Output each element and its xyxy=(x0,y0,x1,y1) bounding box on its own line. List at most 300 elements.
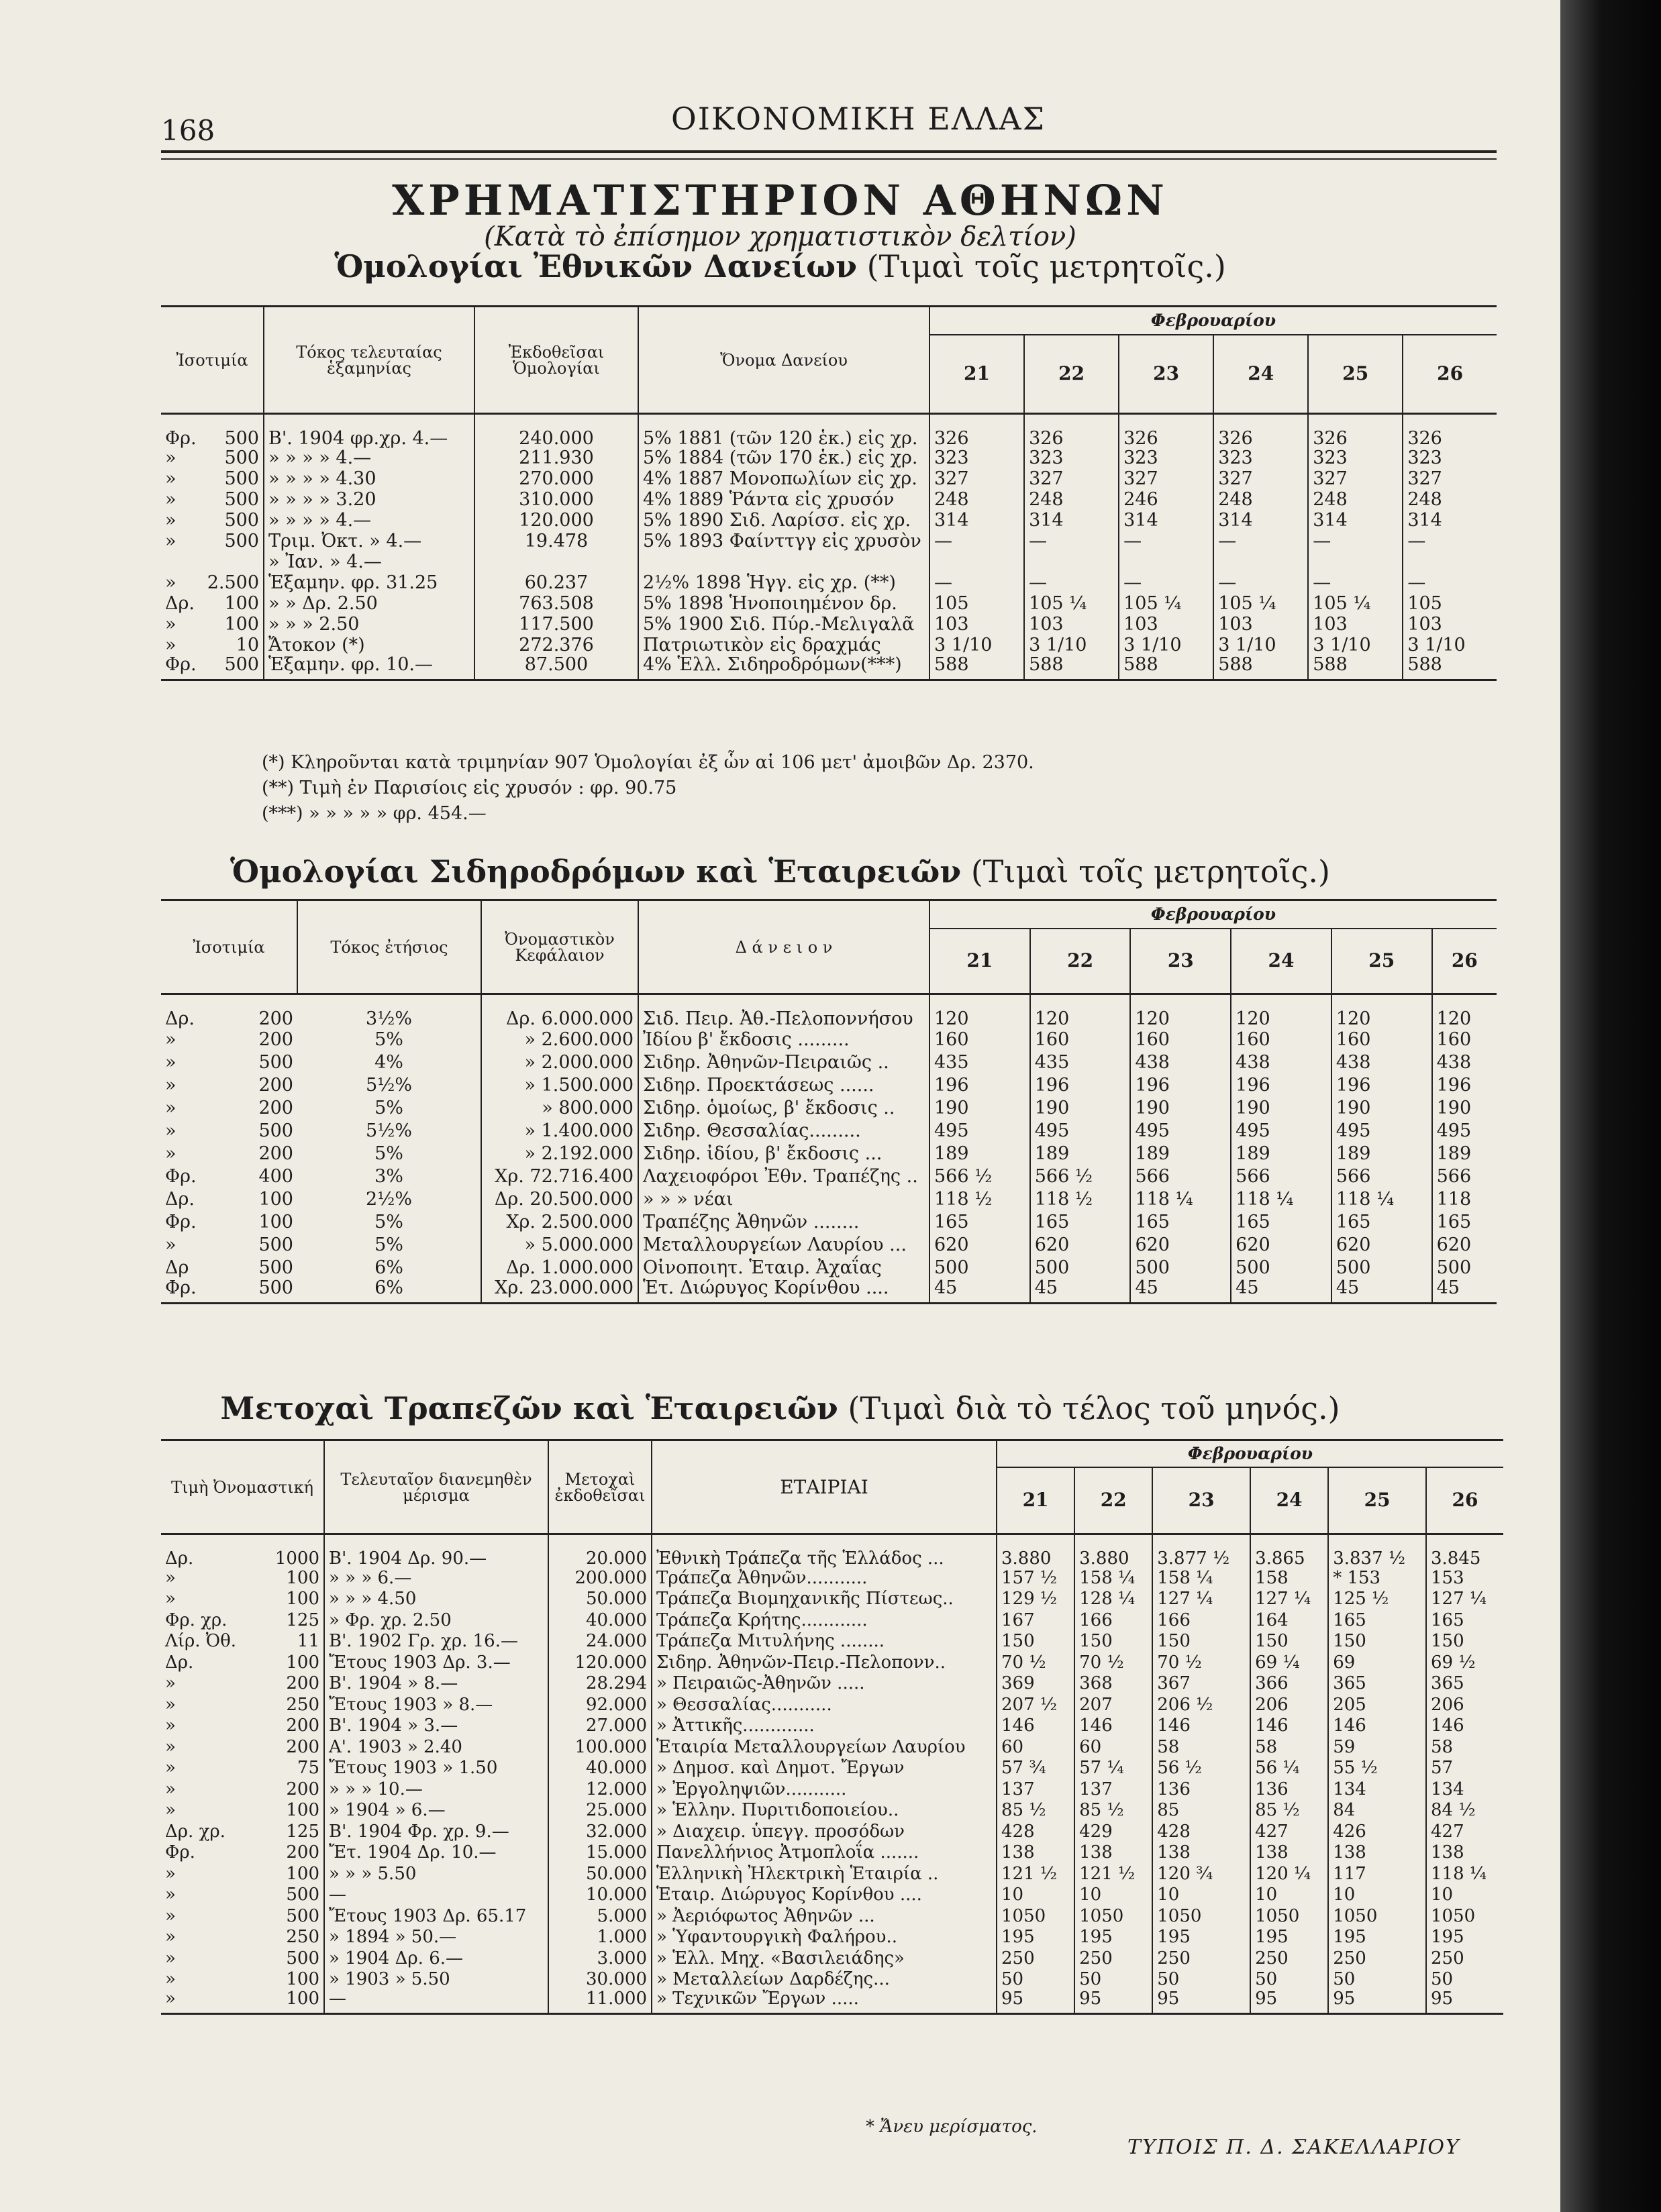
par-cell xyxy=(161,614,264,635)
price-cell: 327 xyxy=(1119,468,1213,489)
price-cell: 248 xyxy=(1403,489,1497,510)
day-21: 21 xyxy=(997,1467,1074,1534)
price-cell: 45 xyxy=(929,1279,1030,1304)
table-row xyxy=(161,1119,1497,1142)
par-cell xyxy=(161,1589,324,1610)
price-cell: 55 ½ xyxy=(1328,1758,1426,1779)
price-cell: 326 xyxy=(1024,414,1119,448)
price-cell: 566 xyxy=(1331,1165,1432,1188)
price-cell: 246 xyxy=(1119,489,1213,510)
price-cell: 95 xyxy=(1426,1990,1503,2014)
rate-cell: 5% xyxy=(374,1234,403,1255)
par-cell xyxy=(161,1256,297,1279)
shares-cell: 11.000 xyxy=(548,1990,652,2014)
day-24: 24 xyxy=(1250,1467,1328,1534)
price-cell: 314 xyxy=(1119,510,1213,531)
price-cell: 118 xyxy=(1432,1188,1497,1210)
shares-cell: 27.000 xyxy=(548,1716,652,1737)
capital-cell: Δρ. 6.000.000 xyxy=(481,994,638,1029)
currency: Δρ. xyxy=(165,1188,195,1210)
par-cell xyxy=(161,1969,324,1991)
par-value: 200 xyxy=(286,1673,319,1694)
table-row xyxy=(161,489,1497,510)
par-cell xyxy=(161,1096,297,1119)
table-row xyxy=(161,1779,1503,1800)
price-cell: 495 xyxy=(1030,1119,1131,1142)
price-cell: — xyxy=(1024,572,1119,593)
loan-name-cell: 4% 1889 Ῥάντα εἰς χρυσόν xyxy=(638,489,929,510)
price-cell: 195 xyxy=(1250,1927,1328,1948)
note-1: (*) Κληροῦνται κατὰ τριμηνίαν 907 Ὁμολογίαι ἐξ ὧν αἱ 106 μετ' ἀμοιβῶν Δρ. 2370. xyxy=(262,752,1034,773)
price-cell: 103 xyxy=(1119,614,1213,635)
price-cell: 10 xyxy=(1250,1885,1328,1906)
table-row xyxy=(161,1969,1503,1991)
price-cell: 165 xyxy=(1231,1210,1331,1233)
table-row xyxy=(161,1905,1503,1927)
par-value: 200 xyxy=(258,1143,293,1164)
price-cell: 1050 xyxy=(1328,1905,1426,1927)
rate-cell: 4% xyxy=(374,1051,403,1073)
table-row xyxy=(161,1885,1503,1906)
note-2: (**) Τιμὴ ἐν Παρισίοις εἰς χρυσόν : φρ. 90.75 xyxy=(262,778,677,798)
day-22: 22 xyxy=(1030,929,1131,994)
price-cell: 620 xyxy=(1331,1233,1432,1256)
price-cell: 59 xyxy=(1328,1736,1426,1758)
currency: Φρ. xyxy=(165,428,197,449)
par-cell xyxy=(161,468,264,489)
price-cell: 3 1/10 xyxy=(1403,635,1497,655)
price-cell: 103 xyxy=(929,614,1024,635)
section3-title xyxy=(0,1390,1560,1426)
price-cell: 103 xyxy=(1213,614,1308,635)
price-cell: — xyxy=(1119,572,1213,593)
col-etairiai: ΕΤΑΙΡΙΑΙ xyxy=(652,1440,997,1534)
section3-title-bold: Μετοχαὶ Τραπεζῶν καὶ Ἑταιρειῶν xyxy=(220,1390,838,1426)
shares-cell: 40.000 xyxy=(548,1758,652,1779)
par-value: 500 xyxy=(258,1277,293,1298)
price-cell: 588 xyxy=(1024,655,1119,680)
price-cell: 160 xyxy=(1331,1028,1432,1051)
currency: » xyxy=(165,572,177,593)
currency: Φρ. xyxy=(165,654,197,675)
price-cell: 150 xyxy=(1426,1631,1503,1652)
price-cell: 3.880 xyxy=(1074,1534,1152,1568)
currency: Φρ. xyxy=(165,1165,197,1187)
price-cell: 153 xyxy=(1426,1567,1503,1589)
price-cell: 160 xyxy=(929,1028,1030,1051)
price-cell: 160 xyxy=(1130,1028,1231,1051)
price-cell: 105 ¼ xyxy=(1119,593,1213,614)
dividend-cell: » 1904 Δρ. 6.— xyxy=(324,1948,548,1969)
price-cell: 118 ¼ xyxy=(1231,1188,1331,1210)
price-cell: 500 xyxy=(1130,1256,1231,1279)
price-cell: 165 xyxy=(1328,1610,1426,1631)
price-cell: 248 xyxy=(1024,489,1119,510)
par-cell xyxy=(161,593,264,614)
issued-cell: 120.000 xyxy=(474,510,638,531)
currency: » xyxy=(165,1736,176,1757)
running-title: ΟΙΚΟΝΟΜΙΚΗ ΕΛΛΑΣ xyxy=(671,101,1046,137)
price-cell: 10 xyxy=(1328,1885,1426,1906)
price-cell: 500 xyxy=(1231,1256,1331,1279)
section1-title-bold: Ὁμολογίαι Ἐθνικῶν Δανείων xyxy=(334,248,858,284)
par-value: 100 xyxy=(286,1863,319,1884)
price-cell: 190 xyxy=(1432,1096,1497,1119)
currency: » xyxy=(165,1863,176,1884)
loan-name-cell: 5% 1893 Φαίνττγγ εἰς χρυσὸν xyxy=(638,531,929,551)
price-cell: 45 xyxy=(1130,1279,1231,1304)
par-value: 100 xyxy=(258,1188,293,1210)
price-cell: 189 xyxy=(1331,1142,1432,1165)
price-cell: — xyxy=(1213,572,1308,593)
price-cell: 367 xyxy=(1152,1673,1250,1695)
currency: Δρ. xyxy=(165,593,195,614)
price-cell: 190 xyxy=(1331,1096,1432,1119)
shares-cell: 20.000 xyxy=(548,1534,652,1568)
price-cell: 158 xyxy=(1250,1567,1328,1589)
price-cell: 196 xyxy=(1130,1073,1231,1096)
price-cell: 127 ¼ xyxy=(1152,1589,1250,1610)
price-cell xyxy=(1119,551,1213,572)
price-cell: 500 xyxy=(1030,1256,1131,1279)
rate-cell: 6% xyxy=(374,1257,403,1278)
price-cell: 250 xyxy=(1426,1948,1503,1969)
dividend-cell: » Φρ. χρ. 2.50 xyxy=(324,1610,548,1631)
price-cell: 136 xyxy=(1152,1779,1250,1800)
price-cell: 138 xyxy=(997,1842,1074,1864)
capital-cell: » 1.500.000 xyxy=(481,1073,638,1096)
par-value: 1000 xyxy=(274,1548,319,1569)
par-value: 250 xyxy=(286,1694,319,1715)
par-cell xyxy=(161,1927,324,1948)
shares-cell: 3.000 xyxy=(548,1948,652,1969)
price-cell: 365 xyxy=(1328,1673,1426,1695)
price-cell: 118 ½ xyxy=(929,1188,1030,1210)
par-value: 200 xyxy=(258,1008,293,1029)
price-cell: 190 xyxy=(1130,1096,1231,1119)
dividend-cell: » 1904 » 6.— xyxy=(324,1800,548,1822)
currency: » xyxy=(165,1694,176,1715)
price-cell: 95 xyxy=(997,1990,1074,2014)
price-cell: 146 xyxy=(1152,1716,1250,1737)
capital-cell: Δρ. 1.000.000 xyxy=(481,1256,638,1279)
capital-cell: » 800.000 xyxy=(481,1096,638,1119)
price-cell: 103 xyxy=(1403,614,1497,635)
par-cell xyxy=(161,414,264,448)
price-cell: 3 1/10 xyxy=(1024,635,1119,655)
capital-cell: Χρ. 2.500.000 xyxy=(481,1210,638,1233)
par-cell xyxy=(161,1736,324,1758)
price-cell: 3 1/10 xyxy=(1119,635,1213,655)
price-cell: 3.865 xyxy=(1250,1534,1328,1568)
currency: Δρ. xyxy=(165,1652,194,1673)
price-cell: — xyxy=(929,531,1024,551)
loan-name-cell: Σιδ. Πειρ. Ἀθ.-Πελοποννήσου xyxy=(638,994,929,1029)
price-cell: 165 xyxy=(1030,1210,1131,1233)
price-cell: 250 xyxy=(997,1948,1074,1969)
shares-cell: 32.000 xyxy=(548,1821,652,1842)
price-cell: 426 xyxy=(1328,1821,1426,1842)
table-row xyxy=(161,1142,1497,1165)
price-cell: 1050 xyxy=(1152,1905,1250,1927)
par-value: 200 xyxy=(286,1736,319,1757)
currency: » xyxy=(165,1800,176,1821)
price-cell: 129 ½ xyxy=(997,1589,1074,1610)
table-row xyxy=(161,1758,1503,1779)
company-name-cell: Τράπεζα Μιτυλήνης ........ xyxy=(652,1631,997,1652)
day-25: 25 xyxy=(1331,929,1432,994)
par-cell xyxy=(161,551,264,572)
par-value: 200 xyxy=(258,1029,293,1050)
table-row xyxy=(161,593,1497,614)
loan-name-cell: » » » νέαι xyxy=(638,1188,929,1210)
capital-cell: » 1.400.000 xyxy=(481,1119,638,1142)
price-cell: 120 xyxy=(1030,994,1131,1029)
currency: Δρ xyxy=(165,1257,189,1278)
currency: » xyxy=(165,1885,176,1905)
price-cell: 588 xyxy=(1403,655,1497,680)
par-value: 500 xyxy=(224,531,259,551)
price-cell: 58 xyxy=(1152,1736,1250,1758)
company-name-cell: » Ἑλλ. Μηχ. «Βασιλειάδης» xyxy=(652,1948,997,1969)
price-cell: 248 xyxy=(929,489,1024,510)
par-cell xyxy=(161,1073,297,1096)
loan-name-cell: Σιδηρ. Θεσσαλίας......... xyxy=(638,1119,929,1142)
day-22: 22 xyxy=(1024,335,1119,414)
railway-bonds-table xyxy=(161,899,1497,1304)
col-daneion: Δ ά ν ε ι ο ν xyxy=(638,900,929,994)
price-cell: 125 ½ xyxy=(1328,1589,1426,1610)
shares-cell: 25.000 xyxy=(548,1800,652,1822)
coupon-cell: » Ἰαν. » 4.— xyxy=(264,551,474,572)
currency: » xyxy=(165,1097,177,1118)
price-cell: 69 xyxy=(1328,1652,1426,1673)
price-cell: 120 xyxy=(929,994,1030,1029)
table-row xyxy=(161,1188,1497,1210)
price-cell: * 153 xyxy=(1328,1567,1426,1589)
price-cell: 326 xyxy=(1213,414,1308,448)
price-cell: 588 xyxy=(1119,655,1213,680)
price-cell: 136 xyxy=(1250,1779,1328,1800)
price-cell: 588 xyxy=(1213,655,1308,680)
price-cell: 428 xyxy=(1152,1821,1250,1842)
par-cell xyxy=(161,1210,297,1233)
col-tokos: Τόκος τελευταίας ἑξαμηνίας xyxy=(264,307,474,414)
coupon-cell: Τριμ. Ὀκτ. » 4.— xyxy=(264,531,474,551)
table-row xyxy=(161,1863,1503,1885)
price-cell: 50 xyxy=(1250,1969,1328,1991)
capital-cell: Χρ. 72.716.400 xyxy=(481,1165,638,1188)
section2-title-bold: Ὁμολογίαι Σιδηροδρόμων καὶ Ἑταιρειῶν xyxy=(230,853,962,890)
issued-cell: 763.508 xyxy=(474,593,638,614)
company-name-cell: » Πειραιῶς-Ἀθηνῶν ..... xyxy=(652,1673,997,1695)
price-cell: — xyxy=(1403,531,1497,551)
company-name-cell: Τράπεζα Ἀθηνῶν........... xyxy=(652,1567,997,1589)
dividend-cell: Α'. 1903 » 2.40 xyxy=(324,1736,548,1758)
price-cell: 105 xyxy=(1403,593,1497,614)
price-cell: 150 xyxy=(1328,1631,1426,1652)
par-value: 100 xyxy=(224,593,259,614)
price-cell: 1050 xyxy=(997,1905,1074,1927)
company-name-cell: » Ἀεριόφωτος Ἀθηνῶν ... xyxy=(652,1905,997,1927)
rate-cell: 2½% xyxy=(365,1188,412,1210)
price-cell: 160 xyxy=(1231,1028,1331,1051)
currency: » xyxy=(165,1758,176,1779)
company-name-cell: » Ἀττικῆς............. xyxy=(652,1716,997,1737)
price-cell: — xyxy=(1213,531,1308,551)
note-3: (***) » » » » » φρ. 454.— xyxy=(262,803,487,824)
par-value: 125 xyxy=(286,1610,319,1630)
par-cell xyxy=(161,447,264,468)
currency: Δρ. χρ. xyxy=(165,1821,225,1842)
day-24: 24 xyxy=(1231,929,1331,994)
price-cell: 620 xyxy=(1030,1233,1131,1256)
price-cell: 146 xyxy=(1426,1716,1503,1737)
header-rule xyxy=(161,150,1497,153)
par-value: 200 xyxy=(258,1074,293,1096)
issued-cell: 310.000 xyxy=(474,489,638,510)
par-value: 400 xyxy=(258,1165,293,1187)
par-value: 500 xyxy=(286,1948,319,1968)
table-row xyxy=(161,655,1497,680)
capital-cell: Χρ. 23.000.000 xyxy=(481,1279,638,1304)
price-cell: 150 xyxy=(1152,1631,1250,1652)
loan-name-cell: Οἰνοποιητ. Ἑταιρ. Ἀχαΐας xyxy=(638,1256,929,1279)
par-value: 200 xyxy=(286,1716,319,1736)
rate-cell: 3½% xyxy=(365,1008,412,1029)
price-cell: 56 ¼ xyxy=(1250,1758,1328,1779)
dividend-cell: Β'. 1904 Δρ. 90.— xyxy=(324,1534,548,1568)
dividend-cell: » » » 10.— xyxy=(324,1779,548,1800)
price-cell: 189 xyxy=(1432,1142,1497,1165)
par-cell xyxy=(161,1652,324,1673)
section1-notes xyxy=(262,750,1034,827)
loan-name-cell: Τραπέζης Ἀθηνῶν ........ xyxy=(638,1210,929,1233)
par-value: 100 xyxy=(286,1989,319,2009)
price-cell: 84 xyxy=(1328,1800,1426,1822)
par-cell xyxy=(161,1694,324,1716)
issued-cell xyxy=(474,551,638,572)
par-value: 100 xyxy=(258,1211,293,1232)
currency: » xyxy=(165,1074,177,1096)
par-value: 250 xyxy=(286,1927,319,1948)
price-cell: 369 xyxy=(997,1673,1074,1695)
shares-cell: 15.000 xyxy=(548,1842,652,1864)
loan-name-cell: Μεταλλουργείων Λαυρίου ... xyxy=(638,1233,929,1256)
col-metoxai: Μετοχαὶ ἐκδοθεῖσαι xyxy=(548,1440,652,1534)
currency: Φρ. xyxy=(165,1277,197,1298)
table-row xyxy=(161,1096,1497,1119)
national-loans-body xyxy=(161,414,1497,680)
currency: » xyxy=(165,1120,177,1141)
price-cell: 118 ¼ xyxy=(1331,1188,1432,1210)
price-cell: 105 ¼ xyxy=(1213,593,1308,614)
dividend-cell: — xyxy=(324,1885,548,1906)
currency: » xyxy=(165,1716,176,1736)
price-cell: 588 xyxy=(929,655,1024,680)
company-name-cell: Ἐθνικὴ Τράπεζα τῆς Ἑλλάδος ... xyxy=(652,1534,997,1568)
price-cell: 50 xyxy=(1074,1969,1152,1991)
price-cell: 138 xyxy=(1074,1842,1152,1864)
price-cell: 190 xyxy=(929,1096,1030,1119)
price-cell: 189 xyxy=(929,1142,1030,1165)
table-row xyxy=(161,1028,1497,1051)
price-cell: 118 ½ xyxy=(1030,1188,1131,1210)
dividend-cell: Ἔτους 1903 » 8.— xyxy=(324,1694,548,1716)
price-cell: 120 xyxy=(1331,994,1432,1029)
price-cell: 117 xyxy=(1328,1863,1426,1885)
price-cell: 250 xyxy=(1328,1948,1426,1969)
dividend-cell: » » » 6.— xyxy=(324,1567,548,1589)
price-cell xyxy=(1024,551,1119,572)
section3-title-rest: (Τιμαὶ διὰ τὸ τέλος τοῦ μηνός.) xyxy=(848,1390,1340,1426)
price-cell: 121 ½ xyxy=(997,1863,1074,1885)
price-cell: 137 xyxy=(1074,1779,1152,1800)
par-cell xyxy=(161,1567,324,1589)
price-cell: 566 ½ xyxy=(1030,1165,1131,1188)
price-cell: 566 xyxy=(1432,1165,1497,1188)
price-cell: 10 xyxy=(1074,1885,1152,1906)
par-value: 100 xyxy=(286,1800,319,1821)
col-isotimia: Ἰσοτιμία xyxy=(176,350,248,370)
price-cell: 495 xyxy=(1331,1119,1432,1142)
issued-cell: 60.237 xyxy=(474,572,638,593)
price-cell: 500 xyxy=(1432,1256,1497,1279)
price-cell: — xyxy=(1119,531,1213,551)
coupon-cell: » » » » 4.30 xyxy=(264,468,474,489)
loan-name-cell: Σιδηρ. ὁμοίως, β' ἔκδοσις .. xyxy=(638,1096,929,1119)
price-cell: 438 xyxy=(1130,1051,1231,1073)
price-cell: 205 xyxy=(1328,1694,1426,1716)
price-cell: 56 ½ xyxy=(1152,1758,1250,1779)
price-cell xyxy=(929,551,1024,572)
currency: Φρ. χρ. xyxy=(165,1610,228,1630)
par-value: 500 xyxy=(258,1051,293,1073)
company-name-cell: Ἑταιρ. Διώρυγος Κορίνθου .... xyxy=(652,1885,997,1906)
shares-cell: 50.000 xyxy=(548,1589,652,1610)
price-cell: 189 xyxy=(1030,1142,1131,1165)
price-cell: 120 xyxy=(1432,994,1497,1029)
price-cell: 69 ¼ xyxy=(1250,1652,1328,1673)
price-cell: 118 ¼ xyxy=(1130,1188,1231,1210)
price-cell: 138 xyxy=(1426,1842,1503,1864)
coupon-cell: » » » » 3.20 xyxy=(264,489,474,510)
par-cell xyxy=(161,994,297,1029)
price-cell: 118 ¼ xyxy=(1426,1863,1503,1885)
page-header xyxy=(161,94,1497,154)
price-cell: 428 xyxy=(997,1821,1074,1842)
price-cell: 327 xyxy=(1308,468,1403,489)
price-cell: 495 xyxy=(1432,1119,1497,1142)
currency: » xyxy=(165,1029,177,1050)
price-cell: 146 xyxy=(1074,1716,1152,1737)
table-row xyxy=(161,414,1497,448)
price-cell: — xyxy=(1308,572,1403,593)
price-cell: 314 xyxy=(1308,510,1403,531)
company-name-cell: » Ἑλλην. Πυριτιδοποιείου.. xyxy=(652,1800,997,1822)
price-cell: 103 xyxy=(1024,614,1119,635)
price-cell: 323 xyxy=(1024,447,1119,468)
price-cell: 95 xyxy=(1152,1990,1250,2014)
price-cell: 166 xyxy=(1074,1610,1152,1631)
issued-cell: 19.478 xyxy=(474,531,638,551)
par-value: 11 xyxy=(297,1631,319,1652)
table-row xyxy=(161,1233,1497,1256)
table-row xyxy=(161,1589,1503,1610)
currency: » xyxy=(165,1234,177,1255)
price-cell: 3 1/10 xyxy=(1213,635,1308,655)
rate-cell: 6% xyxy=(374,1277,403,1298)
